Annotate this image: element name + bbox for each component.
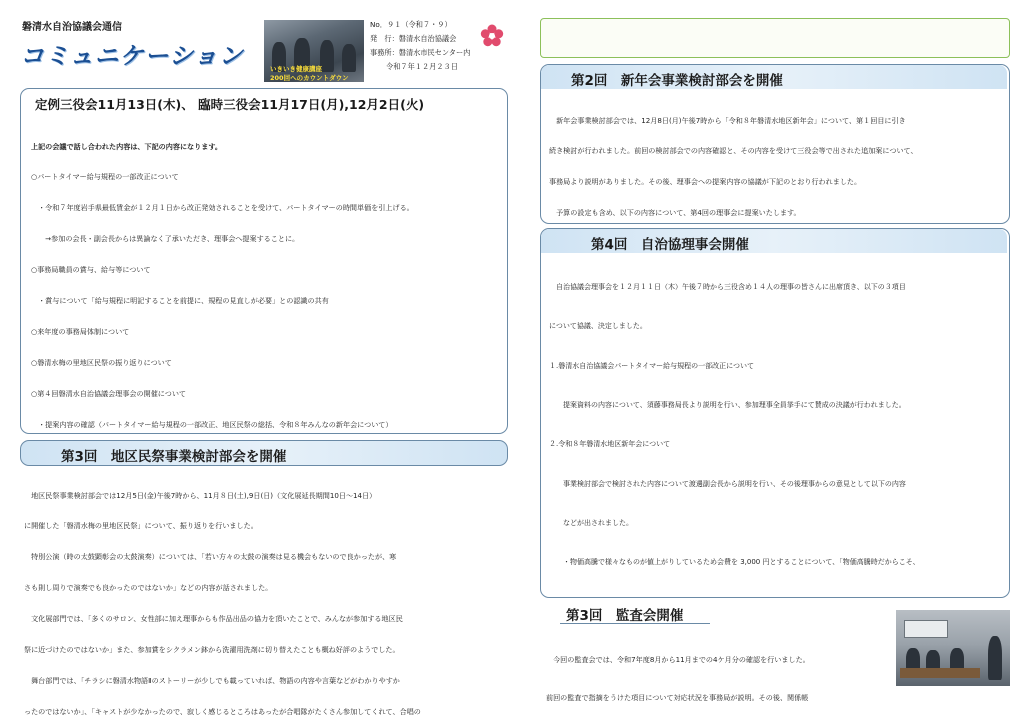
- masthead-photo: [264, 20, 364, 82]
- line: ○第４回磐清水自治協議会理事会の開催について: [31, 388, 187, 398]
- issue-date: 令和７年１２月２３日: [386, 62, 458, 71]
- audit-heading: 第3回 監査会開催: [566, 608, 684, 624]
- line: 上記の会議で話し合われた内容は、下記の内容になります。: [31, 141, 222, 151]
- council-body: [549, 255, 1007, 595]
- photo-caption-2: 200回へのカウントダウン: [270, 74, 349, 82]
- recruitment-notice: [540, 18, 1010, 58]
- line: ・賞与について「給与規程に明記することを前提に、規程の見直しが必要」との認識の共有: [31, 296, 329, 306]
- photo-caption-1: いきいき健康講座: [270, 65, 322, 73]
- newyear-box: [540, 64, 1010, 224]
- line: 今回の監査会では、令和7年度8月から11月までの4ケ月分の確認を行いました。: [546, 654, 810, 664]
- line: →参加の会長・副会長からは異論なく了承いただき、理事会へ提案することに。: [31, 234, 300, 244]
- line: ○パートタイマー給与規程の一部改正について: [31, 172, 179, 182]
- council-heading: 第4回 自治協理事会開催: [591, 237, 749, 253]
- line: 祭に近づけたのではないか」また、参加賞をシクラメン鉢から洗濯用洗剤に切り替えたことも概ね好評のようでした。: [24, 645, 400, 655]
- line: 自治協議会理事会を１２月１１日（木）午後７時から三役含め１４人の理事の皆さんに出席頂き、以下の３項目: [549, 283, 906, 292]
- issue-number: No．９１（令和７・９）: [370, 20, 452, 29]
- line: ・令和７年度岩手県最低賃金が１２月１日から改正発効されることを受けて、パートタイマーの時間単価を引上げる。: [31, 203, 414, 213]
- festival-heading-box: [20, 440, 508, 466]
- line: ○磐清水梅の里地区民祭の振り返りについて: [31, 357, 172, 367]
- line: などが出されました。: [549, 518, 633, 527]
- line: 前回の監査で指摘をうけた項目について対応状況を事務局が説明。その後、関係帳: [546, 692, 809, 702]
- line: ○来年度の事務局体制について: [31, 326, 130, 336]
- officer-meeting-heading: 定例三役会11月13日(木)、 臨時三役会11月17日(月),12月2日(火): [35, 97, 425, 112]
- line: 事業検討部会で検討された内容について渡邊副会長から説明を行い、その後理事からの意見として以下の内容: [549, 479, 906, 488]
- festival-heading: 第3回 地区民祭事業検討部会を開催: [61, 449, 287, 465]
- office: 事務所：磐清水市民センター内: [370, 48, 471, 57]
- line: 特別公演（時の太鼓顕彰会の太鼓演奏）については、「若い方々の太鼓の演奏は見る機会もないので良かったが、寒: [24, 552, 397, 562]
- line: について協議、決定しました。: [549, 322, 647, 331]
- line: ○事務局職員の賞与、給与等について: [31, 265, 151, 275]
- festival-body: [24, 470, 508, 716]
- org-name: 磐清水自治協議会通信: [22, 22, 122, 33]
- notice-text: [547, 25, 1007, 53]
- line: 文化展部門では、「多くのサロン、女性部に加え理事からも作品出品の協力を頂いたことで、みんなが参加する地区民: [24, 614, 403, 624]
- line: 事務局より説明がありました。その後、理事会への提案内容の協議が下記のとおり行われました。: [549, 177, 862, 187]
- line: さも則し周りで演奏でも良かったのではないか」などの内容が話されました。: [24, 583, 273, 593]
- line: 予算の設定も含め、以下の内容について、第4回の理事会に提案いたします。: [549, 208, 801, 218]
- line: [547, 51, 1007, 53]
- council-box: [540, 228, 1010, 598]
- line: に開催した「磐清水梅の里地区民祭」について、振り返りを行いました。: [24, 521, 258, 531]
- publisher: 発 行：磐清水自治協議会: [370, 34, 457, 43]
- line: ったのではないか」、「キャストが少なかったので、寂しく感じるところはあったが合唱隊がたくさん参加してくれて、合唱の: [24, 706, 421, 716]
- line: ・提案内容の確認（パートタイマー給与規程の一部改正、地区民祭の総括、令和８年みんなの新年会について）: [31, 419, 393, 429]
- masthead: [20, 18, 506, 82]
- plum-blossom-logo: [480, 24, 504, 48]
- audit-photo: [896, 610, 1010, 686]
- newsletter-title: コミュニケーション: [20, 42, 244, 70]
- newyear-body: [549, 95, 1007, 221]
- newyear-heading-strip: [541, 65, 1007, 89]
- council-heading-strip: [541, 229, 1007, 253]
- line: ・物価高騰で様々なものが値上がりしているため会費を 3,000 円とすることについて、「物価高騰時だからこそ、: [549, 558, 920, 567]
- line: 続き検討が行われました。前回の検討部会での内容確認と、その内容を受けて三役会等で出された追加案について、: [549, 146, 918, 156]
- newyear-heading: 第2回 新年会事業検討部会を開催: [571, 73, 783, 89]
- officer-meeting-box: [20, 88, 508, 434]
- officer-meeting-body: [31, 121, 503, 431]
- line: 新年会事業検討部会では、12月8日(月)午後7時から「令和８年磐清水地区新年会」について、第１回目に引き: [549, 115, 906, 125]
- audit-heading-box: [560, 602, 710, 624]
- line: 舞台部門では、「チラシに磐清水物語Ⅱのストーリーが少しでも載っていれば、物語の内容や言葉などがわかりやすか: [24, 675, 400, 685]
- line: １.磐清水自治協議会パートタイマー給与規程の一部改正について: [549, 361, 754, 370]
- line: 地区民祭事業検討部会では12月5日(金)午後7時から、11月８日(土),9日(日)（文化展延長期間10日～14日）: [24, 490, 377, 500]
- line: ２.令和８年磐清水地区新年会について: [549, 440, 671, 449]
- line: 提案資料の内容について、須藤事務局長より説明を行い、参加理事全員挙手にて賛成の決議が行われました。: [549, 401, 906, 410]
